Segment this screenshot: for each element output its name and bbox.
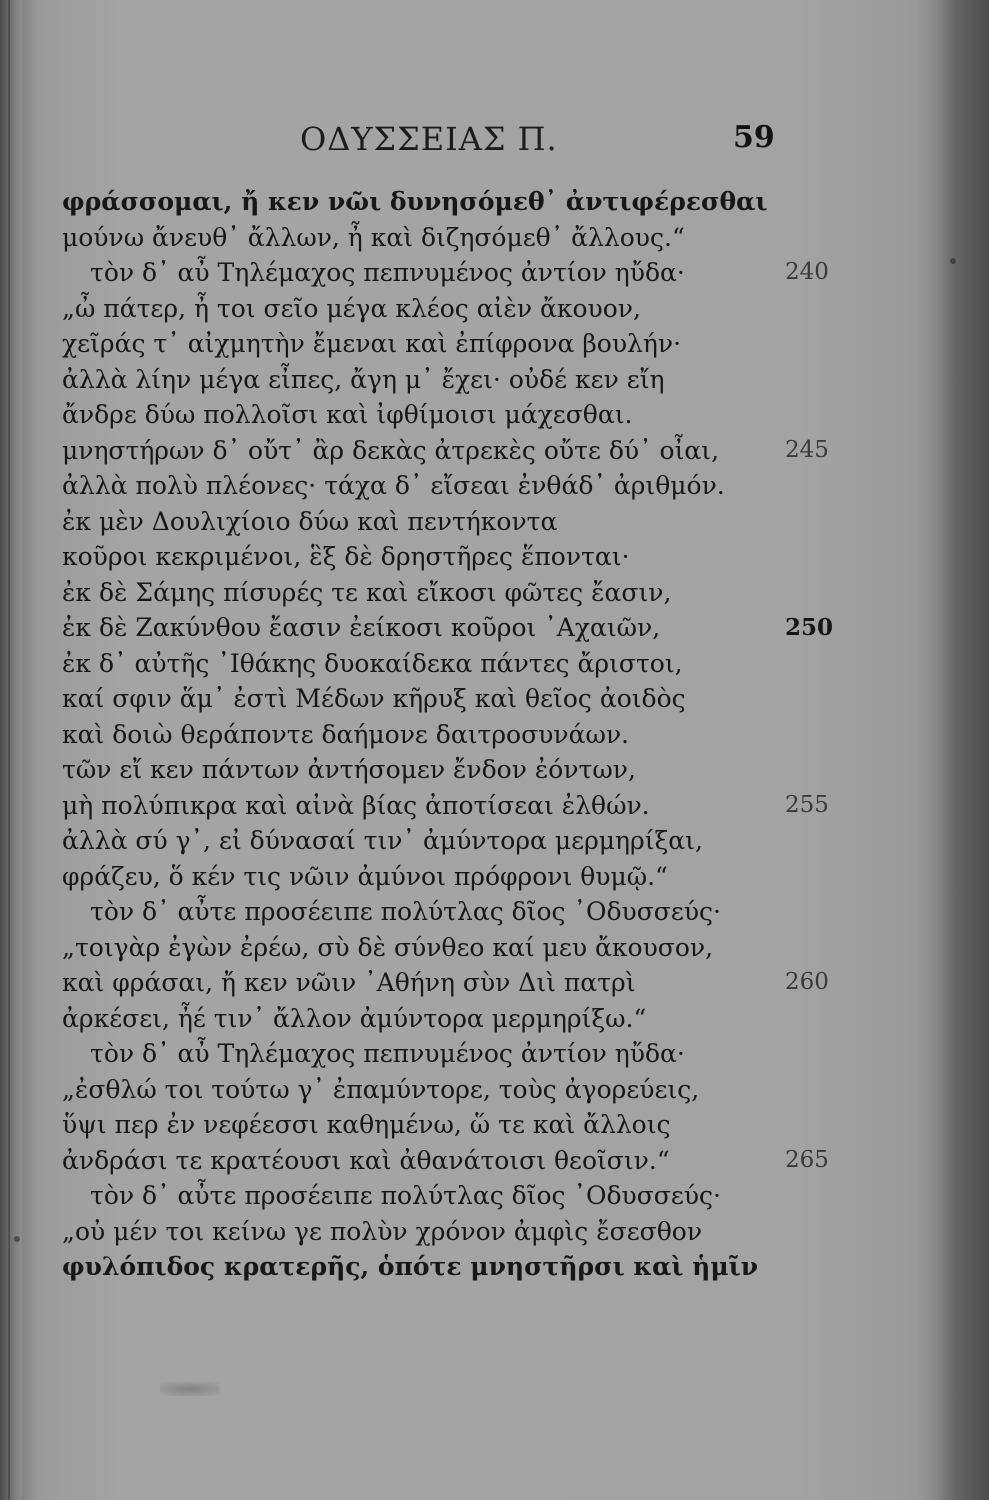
page-left-edge (0, 0, 22, 1500)
line-number-255: 255 (785, 791, 829, 818)
verse-line: ἐκ δὲ Σάμης πίσυρές τε καὶ εἴκοσι φῶτες ἔασιν, (62, 577, 672, 607)
verse-line: ἀνδράσι τε κρατέουσι καὶ ἀθανάτοισι θεοῖσιν.“ (62, 1145, 670, 1175)
line-number-245: 245 (785, 436, 829, 463)
verse-line: ἀρκέσει, ἦέ τιν᾽ ἄλλον ἀμύντορα μερμηρίξω.“ (62, 1003, 647, 1033)
margin-speck (950, 258, 956, 264)
verse-line: „ὦ πάτερ, ἦ τοι σεῖο μέγα κλέος αἰὲν ἄκουον, (62, 293, 641, 323)
verse-line: ὕψι περ ἐν νεφέεσσι καθημένω, ὥ τε καὶ ἄλλοις (62, 1110, 671, 1139)
page-number: 59 (733, 120, 775, 155)
verse-line: φράζευ, ὅ κέν τις νῶιν ἀμύνοι πρόφρονι θυμῷ.“ (62, 861, 668, 891)
line-number-250: 250 (785, 614, 834, 641)
verse-line: ἐκ δὲ Ζακύνθου ἔασιν ἐείκοσι κοῦροι ᾽Αχαιῶν, (62, 613, 661, 642)
binding-fold-shadow (8, 0, 10, 1500)
verse-line: τὸν δ᾽ αὖ Τηλέμαχος πεπνυμένος ἀντίον ηὔδα· (90, 258, 685, 287)
verse-line: ἐκ δ᾽ αὐτῆς ᾽Ιθάκης δυοκαίδεκα πάντες ἄριστοι, (62, 648, 683, 678)
verse-line: ἀλλὰ λίην μέγα εἶπες, ἄγη μ᾽ ἔχει· οὐδέ κεν εἴη (62, 364, 665, 394)
verse-line: καὶ φράσαι, ἤ κεν νῶιν ᾽Αθήνη σὺν Διὶ πατρὶ (62, 968, 636, 997)
verse-line: „τοιγὰρ ἐγὼν ἐρέω, σὺ δὲ σύνθεο καί μευ ἄκουσον, (62, 932, 714, 962)
verse-line: ἀλλὰ σύ γ᾽, εἰ δύνασαί τιν᾽ ἀμύντορα μερμηρίξαι, (62, 826, 703, 855)
verse-line: τῶν εἴ κεν πάντων ἀντήσομεν ἔνδον ἐόντων, (62, 755, 636, 784)
line-number-260: 260 (785, 969, 829, 995)
verse-line: ἀλλὰ πολὺ πλέονες· τάχα δ᾽ εἴσεαι ἐνθάδ᾽ ἀριθμόν. (62, 471, 725, 500)
verse-line: ἄνδρε δύω πολλοῖσι καὶ ἰφθίμοισι μάχεσθαι. (62, 400, 633, 429)
verse-line: τὸν δ᾽ αὖ Τηλέμαχος πεπνυμένος ἀντίον ηὔδα· (90, 1039, 685, 1068)
verse-line: ἐκ μὲν Δουλιχίοιο δύω καὶ πεντήκοντα (62, 506, 558, 536)
margin-speck (14, 1236, 20, 1242)
verse-line: τὸν δ᾽ αὖτε προσέειπε πολύτλας δῖος ᾽Οδυσσεύς· (90, 897, 721, 926)
verse-line: τὸν δ᾽ αὖτε προσέειπε πολύτλας δῖος ᾽Οδυσσεύς· (90, 1181, 721, 1210)
line-number-240: 240 (785, 259, 829, 285)
line-number-265: 265 (785, 1146, 829, 1173)
verse-line: χεῖράς τ᾽ αἰχμητὴν ἔμεναι καὶ ἐπίφρονα βουλήν· (62, 329, 682, 358)
verse-line: μνηστήρων δ᾽ οὔτ᾽ ἂρ δεκὰς ἀτρεκὲς οὔτε δύ᾽ οἶαι, (62, 435, 720, 465)
verse-line: „ἐσθλώ τοι τούτω γ᾽ ἐπαμύντορε, τοὺς ἀγορεύεις, (62, 1074, 700, 1104)
running-header-title: ΟΔΥΣΣΕΙΑΣ Π. (300, 120, 558, 158)
verse-line: κοῦροι κεκριμένοι, ἓξ δὲ δρηστῆρες ἕπονται· (62, 542, 630, 571)
verse-line: φυλόπιδος κρατερῆς, ὁπότε μνηστῆρσι καὶ ἡμῖν (62, 1252, 759, 1281)
verse-line: καί σφιν ἅμ᾽ ἐστὶ Μέδων κῆρυξ καὶ θεῖος ἀοιδὸς (62, 684, 686, 713)
verse-line: μὴ πολύπικρα καὶ αἰνὰ βίας ἀποτίσεαι ἐλθών. (62, 790, 650, 820)
verse-line: μούνω ἄνευθ᾽ ἄλλων, ἦ καὶ διζησόμεθ᾽ ἄλλους.“ (62, 222, 685, 252)
page-right-edge-shadow (937, 0, 989, 1500)
ink-smudge (160, 1382, 220, 1396)
verse-line: „οὐ μέν τοι κείνω γε πολὺν χρόνον ἀμφὶς ἔσεσθον (62, 1216, 703, 1246)
verse-line: φράσσομαι, ἤ κεν νῶι δυνησόμεθ᾽ ἀντιφέρεσθαι (62, 187, 768, 216)
verse-text-block (62, 184, 834, 1285)
verse-line: καὶ δοιὼ θεράποντε δαήμονε δαιτροσυνάων. (62, 719, 629, 749)
